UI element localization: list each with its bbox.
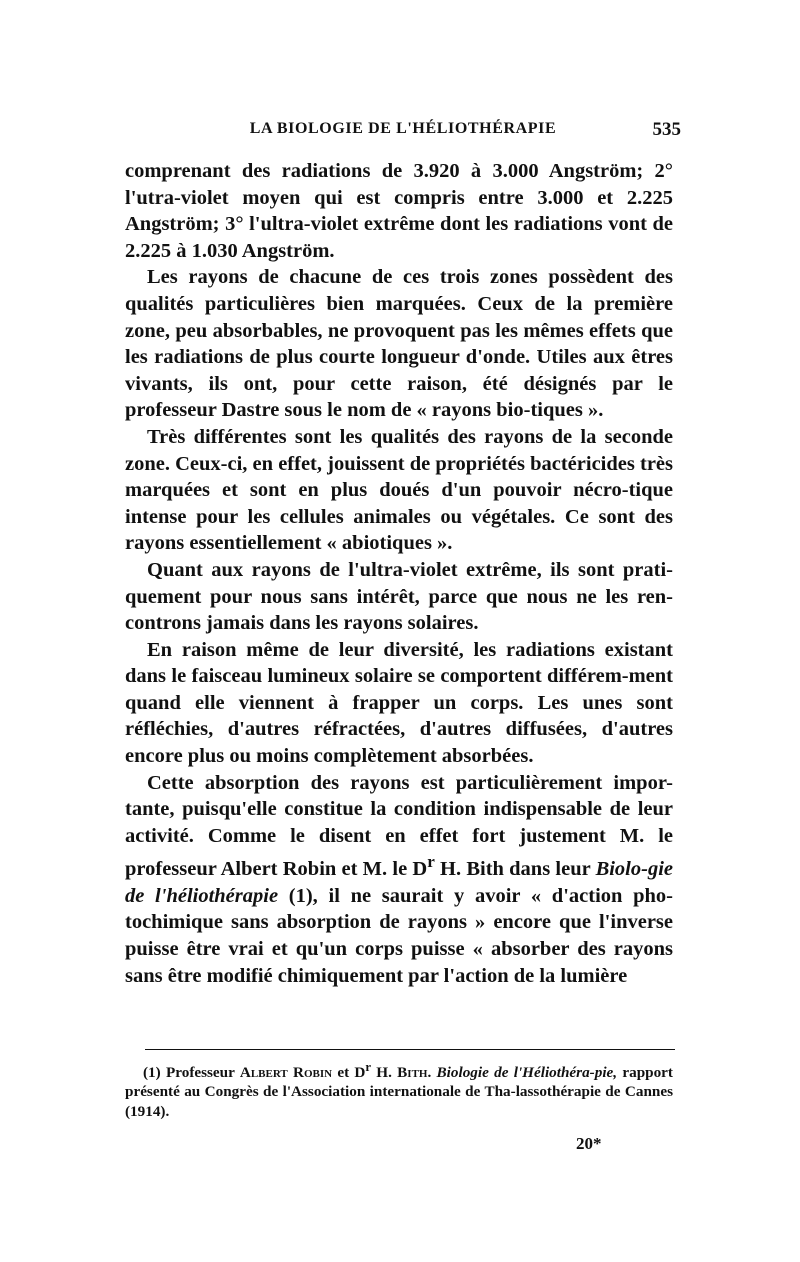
paragraph-5: En raison même de leur diversité, les radiations existant dans le faisceau lumineux solaire se comportent différem-ment quand elle viennent à frapper un corps. Les unes sont réfléchies, d'autres réfractées, d'autres diffusées, d'autres encore plus ou moins complètement absorbées. [125, 638, 673, 768]
footnote [125, 1058, 673, 1121]
cited-book-title: Biolo-gie de l'héliothérapie [125, 858, 673, 907]
paragraph-2: Les rayons de chacune de ces trois zones possèdent des qualités particulières bien marquées. Ceux de la première zone, peu absorbables, ne provoquent pas les mêmes effets que les radiations de plus courte longueur d'onde. Utiles aux êtres vivants, ils ont, pour cette raison, été désignés par le professeur Dastre sous le nom de « rayons bio-tiques ». [125, 266, 673, 422]
page-header [125, 120, 681, 146]
paragraph-3: Très différentes sont les qualités des rayons de la seconde zone. Ceux-ci, en effet, jouissent de propriétés bactéricides très marquées et sont en plus doués d'un pouvoir nécro-tique intense pour les cellules animales ou végétales. Ce sont des rayons essentiellement « abiotiques ». [125, 425, 673, 555]
paragraph-6-part-a: Cette absorption des rayons est particulièrement impor-tante, puisqu'elle constitue la condition indispensable de leur activité. Comme le disent en effet fort justement M. le professeur Albert Robin et M. le D [125, 771, 673, 881]
signature-mark: 20* [576, 1134, 602, 1153]
running-title: LA BIOLOGIE DE L'HÉLIOTHÉRAPIE [249, 120, 557, 137]
page-number: 535 [652, 119, 681, 140]
paragraph-6-part-c: (1), il ne saurait y avoir « d'action pho-tochimique sans absorption de rayons » encore que l'inverse puisse être vrai et qu'un corps puisse « absorber des rayons sans être modifié chimiquement par l'action de la lumière [125, 884, 673, 987]
footnote-doctor-superscript: r [365, 1060, 372, 1074]
paragraph-4: Quant aux rayons de l'ultra-violet extrême, ils sont prati-quement pour nous sans intérêt, parce que nous ne les ren-controns jamais dans les rayons solaires. [125, 558, 673, 635]
doctor-superscript: r [427, 852, 435, 872]
paragraph-1: comprenant des radiations de 3.920 à 3.000 Angström; 2° l'utra-violet moyen qui est compris entre 3.000 et 2.225 Angström; 3° l'ultra-violet extrême dont les radiations vont de 2.225 à 1.030 Angström. [125, 160, 673, 262]
footnote-rest: rapport présenté au Congrès de l'Association internationale de Tha-lassothérapie de Cannes (1914). [125, 1064, 673, 1120]
paragraph-6 [125, 770, 673, 990]
paragraph-6-part-b: H. Bith dans leur [434, 858, 596, 881]
footnote-marker: (1) Professeur [143, 1064, 240, 1082]
footnote-text [125, 1058, 673, 1121]
main-text [125, 158, 673, 989]
footnote-title: Biologie de l'Héliothéra-pie, [431, 1064, 618, 1082]
footnote-rule [145, 1049, 675, 1050]
footnote-author-1: Albert Robin [239, 1064, 333, 1082]
footnote-mid: et D [332, 1064, 366, 1082]
footnote-author-2: H. Bith. [371, 1064, 432, 1082]
